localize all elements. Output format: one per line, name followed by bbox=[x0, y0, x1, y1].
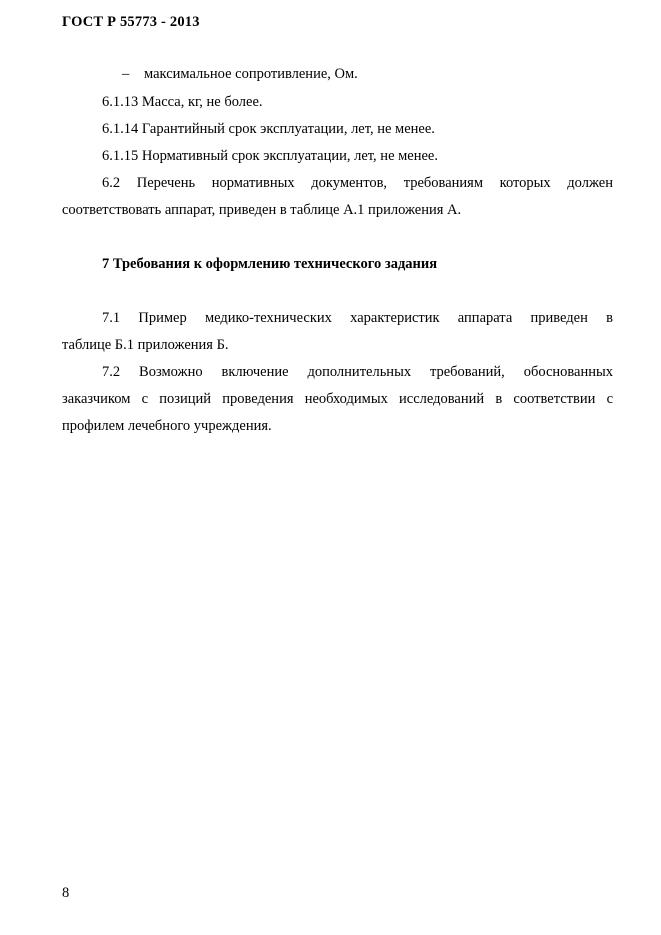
paragraph-7-1-line-2: таблице Б.1 приложения Б. bbox=[62, 337, 229, 353]
paragraph-7-2-line-3: профилем лечебного учреждения. bbox=[62, 418, 272, 434]
paragraph-6-1-14: 6.1.14 Гарантийный срок эксплуатации, лет, не менее. bbox=[102, 121, 435, 137]
page-number: 8 bbox=[62, 885, 70, 901]
paragraph-7-1-line-1: 7.1 Пример медико-технических характеристик аппарата приведен в bbox=[102, 310, 613, 326]
paragraph-6-1-13: 6.1.13 Масса, кг, не более. bbox=[102, 94, 263, 110]
paragraph-6-2-line-2: соответствовать аппарат, приведен в таблице А.1 приложения А. bbox=[62, 202, 462, 218]
document-code-header: ГОСТ Р 55773 - 2013 bbox=[62, 14, 200, 30]
paragraph-6-2-line-1: 6.2 Перечень нормативных документов, требованиям которых должен bbox=[102, 175, 613, 191]
list-item-text: максимальное сопротивление, Ом. bbox=[144, 66, 358, 82]
section-7-title: 7 Требования к оформлению технического задания bbox=[102, 256, 438, 272]
list-dash: – bbox=[122, 66, 130, 82]
paragraph-7-2-line-1: 7.2 Возможно включение дополнительных требований, обоснованных bbox=[102, 364, 613, 380]
paragraph-6-1-15: 6.1.15 Нормативный срок эксплуатации, лет, не менее. bbox=[102, 148, 438, 164]
list-item-max-resistance bbox=[122, 64, 358, 84]
paragraph-7-2-line-2: заказчиком с позиций проведения необходимых исследований в соответствии с bbox=[62, 391, 613, 407]
